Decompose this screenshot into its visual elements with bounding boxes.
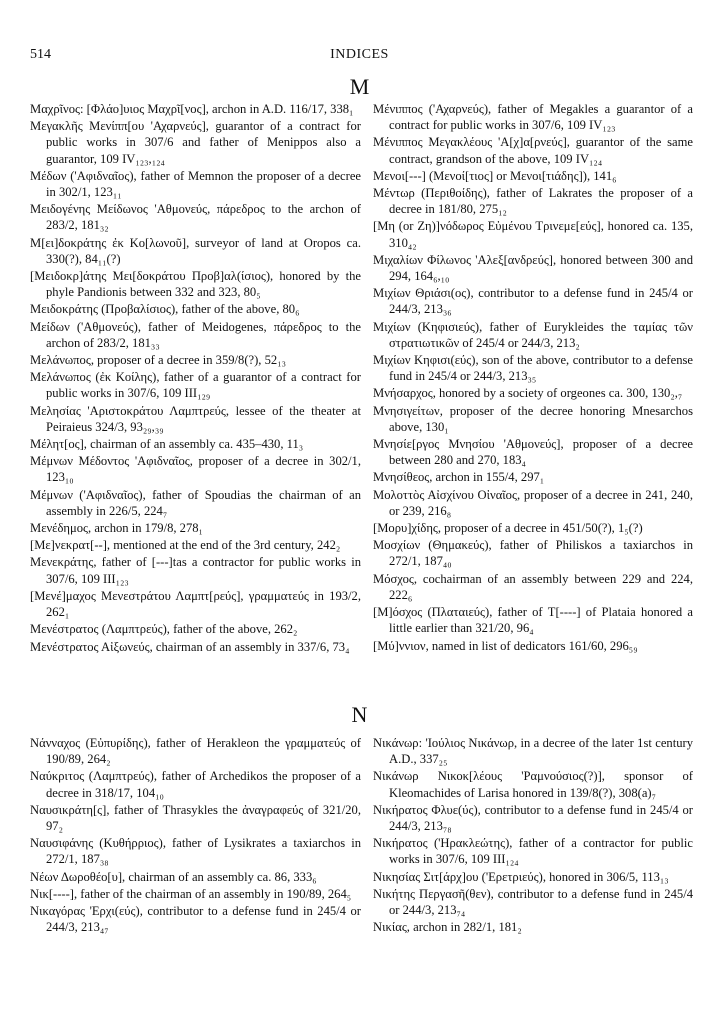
column-right-n [373,735,693,936]
column-right-m [373,101,693,655]
index-entry: Νικήρατος Φλυε(ύς), contributor to a defense fund in 245/4 or 244/3, 213₇₈ [373,802,693,834]
index-entry: Ναυσικράτη[ς], father of Thrasykles the ἀναγραφεύς of 321/20, 97₂ [30,802,361,834]
running-head: INDICES [330,47,389,62]
index-entry: Μοσχίων (Θημακεύς), father of Philiskos a taxiarchos in 272/1, 187₄₀ [373,538,693,569]
index-entry: [Μ]όσχος (Πλαταιεύς), father of Τ[----] of Plataia honored a little earlier than 321/20, 96₄ [373,605,693,636]
index-entry: Μ[ει]δοκράτης ἐκ Κο[λωνοῦ], surveyor of land at Oropos ca. 330(?), 84₁₁(?) [30,235,361,266]
index-entry: Μέμνων Μέδοντος 'Αφιδναῖος, proposer of a decree in 302/1, 123₁₀ [30,454,361,485]
index-entry: Νικησίας Σιτ[άρχ]ου ('Ερετριεύς), honored in 306/5, 113₁₃ [373,869,669,884]
index-entry: Νικάνωρ: 'Ιούλιος Νικάνωρ, in a decree of the later 1st century A.D., 337₂₅ [373,736,693,767]
column-left-n [30,735,361,936]
section-letter-n: N [351,702,368,727]
index-entry: Μένιππος Μεγακλέους 'Α[χ]α[ρνεύς], guarantor of the same contract, grandson of the above, 109 IV₁₂₄ [373,135,693,166]
index-entry: Μένιππος ('Αχαρνεύς), father of Megakles a guarantor of a contract for public works in 307/6, 109 IV₁₂₃ [373,102,693,133]
index-entry: [Με]νεκρατ[--], mentioned at the end of the 3rd century, 242₂ [30,538,341,553]
index-entry: Μεγακλῆς Μενίππ[ου 'Αχαρνεύς], guarantor of a contract for public works in 307/6 and father of Menippos also a guarantor, 109 IV₁₂₃,₁₂₄ [30,119,361,166]
index-entry: Μέδων ('Αφιδναῖος), father of Memnon the proposer of a decree in 302/1, 123₁₁ [30,168,361,200]
index-entry: Ναύκριτος (Λαμπτρεύς), father of Archedikos the proposer of a decree in 318/17, 104₁₀ [30,769,361,800]
index-entry: Νικάνωρ Νικοκ[λέους 'Ραμνούσιος(?)], sponsor of Kleomachides of Larisa honored in 139/8(?), 308(a)₇ [373,769,693,800]
index-entry: [Μειδοκρ]άτης Μει[δοκράτου Προβ]αλ(ίσιος), honored by the phyle Pandionis between 332 and 323, 80₅ [30,269,361,300]
index-entry: Ναυσιφάνης (Κυθήρριος), father of Lysikrates a taxiarchos in 272/1, 187₃₈ [30,836,361,867]
index-entry: Μνησιγείτων, proposer of the decree honoring Mnesarchos above, 130₁ [373,403,693,434]
index-entry: [Μη (or Ζη)]νόδωρος Εὐμένου Τρινεμε[εύς], honored ca. 135, 310₄₂ [373,219,693,250]
index-entry: Μιχίων (Κηφισιεύς), father of Eurykleides the ταμίας τῶν στρατιωτικῶν of 245/4 or 244/3, 213₂ [373,319,693,350]
column-left-m [30,101,361,656]
index-entry: Νικήρατος ('Ηρακλεώτης), father of a contractor for public works in 307/6, 109 III₁₂₄ [373,836,693,867]
index-entry: Μενέστρατος (Λαμπτρεύς), father of the above, 262₂ [30,622,298,637]
index-entry: Μειδογένης Μείδωνος 'Αθμονεύς, πάρεδρος to the archon of 283/2, 181₃₂ [30,202,361,233]
index-entry: Μνησίθεος, archon in 155/4, 297₁ [373,470,545,485]
index-entry: Μειδοκράτης (Προβαλίσιος), father of the above, 80₆ [30,302,300,317]
index-entry: Μέμνων ('Αφιδναῖος), father of Spoudias the chairman of an assembly in 226/5, 224₇ [30,487,361,518]
index-entry: Νικαγόρας 'Ερχι(εύς), contributor to a defense fund in 245/4 or 244/3, 213₄₇ [30,904,361,935]
page-number: 514 [30,47,51,62]
index-entry: Μελάνωπος (ἐκ Κοίλης), father of a guarantor of a contract for public works in 307/6, 109 III₁₂₉ [30,370,361,401]
index-entry: Νικίας, archon in 282/1, 181₂ [373,920,522,935]
index-entry: Μνήσαρχος, honored by a society of orgeones ca. 300, 130₂,₇ [373,386,683,401]
index-entry: Μιχίων Θριάσι(ος), contributor to a defense fund in 245/4 or 244/3, 213₃₆ [373,286,693,317]
index-entry: Νέων Δωροθέο[υ], chairman of an assembly ca. 86, 333₆ [30,869,317,884]
index-entry: Νικήτης Περγασῆ(θεν), contributor to a defense fund in 245/4 or 244/3, 213₇₄ [373,886,693,918]
index-entry: Μόσχος, cochairman of an assembly between 229 and 224, 222₆ [373,571,693,602]
index-entry: Νικ[----], father of the chairman of an assembly in 190/89, 264₅ [30,886,352,901]
index-entry: Μολοττὸς Αἰσχίνου Οἰναῖος, proposer of a decree in 241, 240, or 239, 216₈ [373,487,693,518]
index-entry: Μιχίων Κηφισι(εύς), son of the above, contributor to a defense fund in 245/4 or 244/3, 213₃₅ [373,353,693,384]
index-entry: [Μύ]ννιον, named in list of dedicators 161/60, 296₅₉ [373,638,638,653]
index-entry: Μενεκράτης, father of [---]tas a contractor for public works in 307/6, 109 III₁₂₃ [30,555,361,586]
index-entry: Μελησίας 'Αριστοκράτου Λαμπτρεύς, lessee of the theater at Peiraieus 324/3, 93₂₉,₃₉ [30,403,361,434]
index-entry: [Μενέ]μαχος Μενεστράτου Λαμπτ[ρεύς], γραμματεύς in 193/2, 262₁ [30,588,361,620]
index-entry: Μέντωρ (Περιθοίδης), father of Lakrates the proposer of a decree in 181/80, 275₁₂ [373,186,693,217]
index-entry: Μενέστρατος Αἰξωνεύς, chairman of an assembly in 337/6, 73₄ [30,639,350,654]
index-entry: Νάνναχος (Εὐπυρίδης), father of Herakleon the γραμματεύς of 190/89, 264₂ [30,736,361,767]
index-entry: Μαχρῖνος: [Φλάο]υιος Μαχρῖ[νος], archon in A.D. 116/17, 338₁ [30,102,354,116]
index-entry: Μελάνωπος, proposer of a decree in 359/8(?), 52₁₃ [30,353,286,368]
index-entry: Μενέδημος, archon in 179/8, 278₁ [30,521,203,536]
index-entry: [Μορυ]χίδης, proposer of a decree in 451/50(?), 1₅(?) [373,521,643,536]
index-entry: Μενοι[---] (Μενοί[τιος] or Μενοι[τιάδης]), 141₆ [373,168,617,183]
index-entry: Μέλητ[ος], chairman of an assembly ca. 435–430, 11₃ [30,437,304,452]
index-entry: Μείδων ('Αθμονεύς), father of Meidogenes, πάρεδρος to the archon of 283/2, 181₃₃ [30,319,361,350]
section-letter-m: M [349,74,370,99]
index-entry: Μιχαλίων Φίλωνος 'Αλεξ[ανδρεύς], honored between 300 and 294, 164₆,₁₀ [373,252,693,284]
index-entry: Μνησίε[ργος Μνησίου 'Αθμονεύς], proposer of a decree between 280 and 270, 183₄ [373,437,693,468]
